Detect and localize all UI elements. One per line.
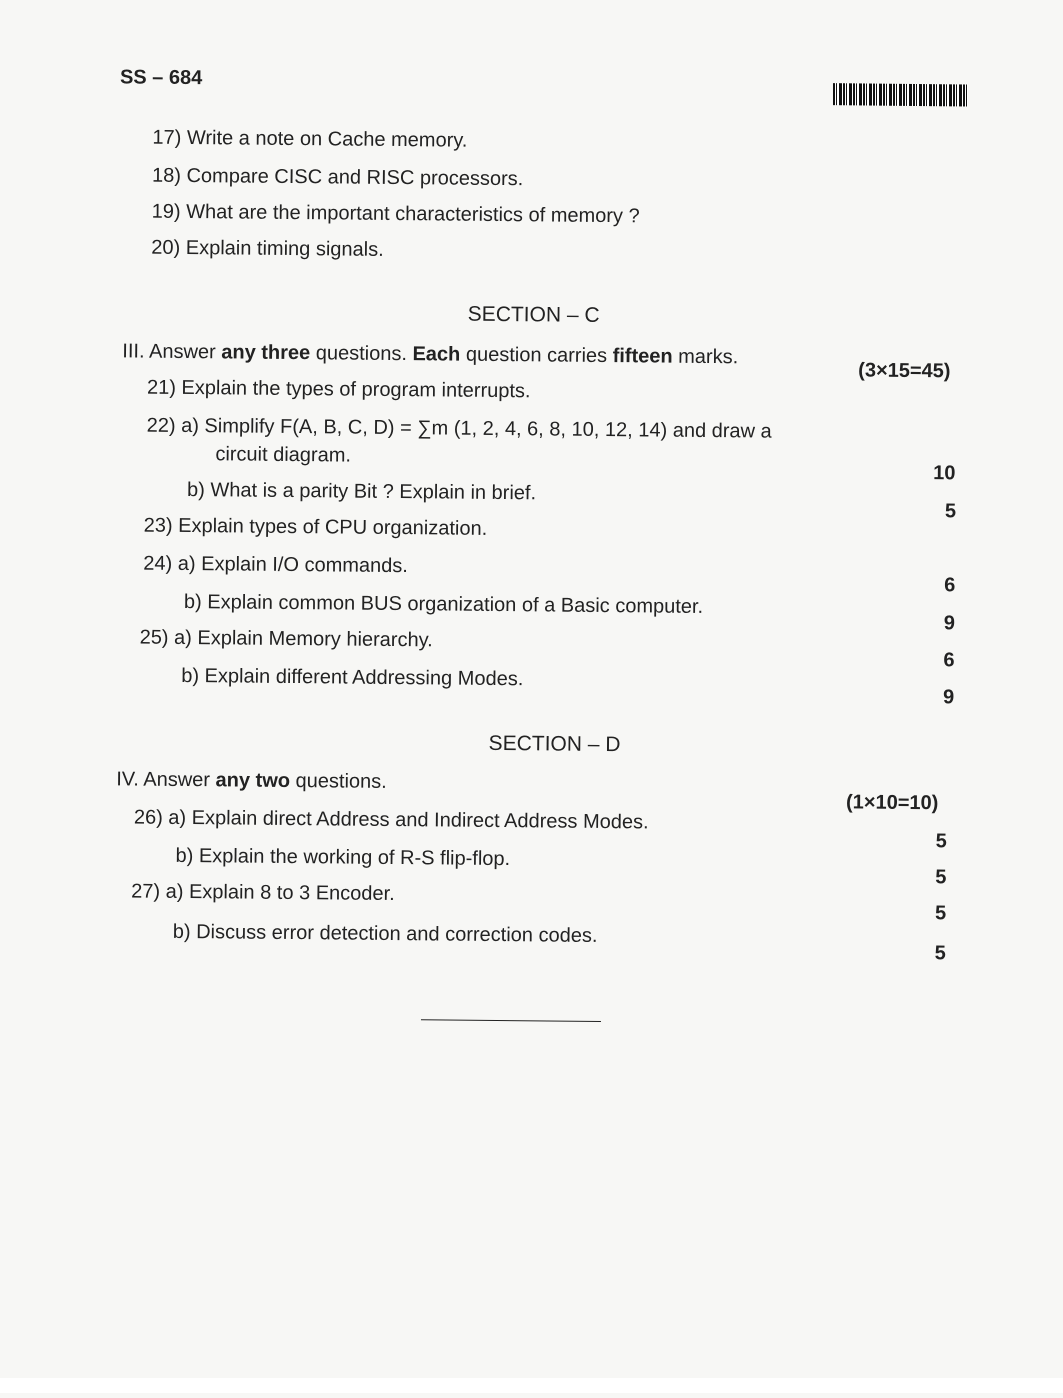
paper-code: SS – 684	[119, 66, 203, 90]
marks-22b: 5	[944, 500, 957, 523]
section-c-marks: (3×15=45)	[858, 359, 951, 383]
marks-25b: 9	[942, 686, 955, 709]
question-24a: 24) a) Explain I/O commands.	[143, 552, 409, 578]
barcode	[833, 83, 968, 106]
question-24b: b) Explain common BUS organization of a Basic computer.	[183, 590, 704, 618]
question-25b: b) Explain different Addressing Modes.	[181, 664, 524, 691]
section-c-title: SECTION – C	[467, 302, 600, 327]
marks-26b: 5	[935, 866, 947, 889]
question-25a: 25) a) Explain Memory hierarchy.	[139, 626, 433, 652]
question-27b: b) Discuss error detection and correction codes.	[172, 920, 598, 947]
question-17: 17) Write a note on Cache memory.	[152, 126, 468, 152]
question-19: 19) What are the important characteristics of memory ?	[151, 200, 640, 228]
question-21: 21) Explain the types of program interrupts.	[146, 376, 531, 403]
end-rule	[421, 1019, 601, 1022]
marks-26a: 5	[935, 830, 947, 853]
question-23: 23) Explain types of CPU organization.	[143, 514, 488, 540]
marks-24b: 9	[943, 612, 956, 635]
marks-27b: 5	[934, 942, 946, 965]
question-26b: b) Explain the working of R-S flip-flop.	[175, 844, 511, 871]
section-c-instruction: III. Answer any three questions. Each question carries fifteen marks.	[122, 340, 739, 369]
section-d-title: SECTION – D	[488, 731, 621, 757]
section-d-marks: (1×10=10)	[845, 791, 939, 815]
question-20: 20) Explain timing signals.	[151, 236, 384, 261]
marks-22a: 10	[933, 462, 956, 485]
question-22a: 22) a) Simplify F(A, B, C, D) = ∑m (1, 2, 4, 6, 8, 10, 12, 14) and draw a	[146, 414, 772, 443]
question-27a: 27) a) Explain 8 to 3 Encoder.	[131, 880, 395, 906]
marks-27a: 5	[934, 902, 947, 925]
section-d-instruction: IV. Answer any two questions.	[116, 768, 387, 793]
marks-24a: 6	[944, 574, 956, 597]
marks-25a: 6	[943, 649, 955, 672]
question-26a: 26) a) Explain direct Address and Indirect Address Modes.	[133, 806, 649, 834]
question-22a-cont: circuit diagram.	[215, 443, 352, 467]
question-18: 18) Compare CISC and RISC processors.	[151, 164, 524, 191]
question-22b: b) What is a parity Bit ? Explain in brief.	[186, 478, 537, 505]
scan-edge	[0, 1378, 1063, 1393]
